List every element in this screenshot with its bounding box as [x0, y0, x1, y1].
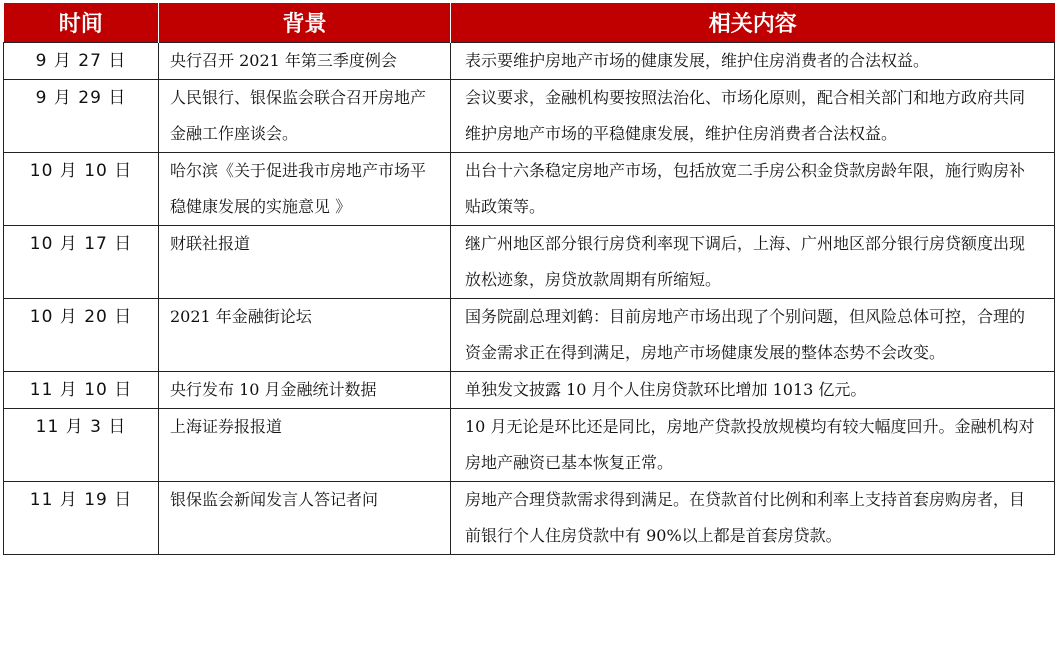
table-row — [4, 80, 1055, 153]
row-content: 10 月无论是环比还是同比，房地产贷款投放规模均有较大幅度回升。金融机构对房地产融资已基本恢复正常。 — [451, 409, 1055, 482]
table-row — [4, 299, 1055, 372]
row-background: 央行召开 2021 年第三季度例会 — [159, 43, 451, 80]
row-content: 单独发文披露 10 月个人住房贷款环比增加 1013 亿元。 — [451, 372, 1055, 409]
row-time: 10 月 17 日 — [4, 226, 159, 299]
row-time: 11 月 3 日 — [4, 409, 159, 482]
row-background: 哈尔滨《关于促进我市房地产市场平稳健康发展的实施意见 》 — [159, 153, 451, 226]
row-background: 2021 年金融街论坛 — [159, 299, 451, 372]
policy-timeline-table — [3, 3, 1055, 555]
row-time: 11 月 19 日 — [4, 482, 159, 555]
table-header-row — [4, 3, 1055, 43]
row-background: 人民银行、银保监会联合召开房地产金融工作座谈会。 — [159, 80, 451, 153]
table-row — [4, 43, 1055, 80]
row-background: 上海证券报报道 — [159, 409, 451, 482]
table-row — [4, 372, 1055, 409]
table-row — [4, 482, 1055, 555]
header-background: 背景 — [159, 3, 451, 43]
row-time: 11 月 10 日 — [4, 372, 159, 409]
row-content: 出台十六条稳定房地产市场，包括放宽二手房公积金贷款房龄年限，施行购房补贴政策等。 — [451, 153, 1055, 226]
header-time: 时间 — [4, 3, 159, 43]
row-content: 继广州地区部分银行房贷利率现下调后，上海、广州地区部分银行房贷额度出现放松迹象，房贷放款周期有所缩短。 — [451, 226, 1055, 299]
header-content: 相关内容 — [451, 3, 1055, 43]
row-time: 9 月 29 日 — [4, 80, 159, 153]
table-row — [4, 226, 1055, 299]
row-time: 9 月 27 日 — [4, 43, 159, 80]
row-background: 财联社报道 — [159, 226, 451, 299]
row-content: 房地产合理贷款需求得到满足。在贷款首付比例和利率上支持首套房购房者，目前银行个人住房贷款中有 90%以上都是首套房贷款。 — [451, 482, 1055, 555]
row-content: 表示要维护房地产市场的健康发展，维护住房消费者的合法权益。 — [451, 43, 1055, 80]
row-content: 国务院副总理刘鹤：目前房地产市场出现了个别问题，但风险总体可控，合理的资金需求正在得到满足，房地产市场健康发展的整体态势不会改变。 — [451, 299, 1055, 372]
row-background: 银保监会新闻发言人答记者问 — [159, 482, 451, 555]
table-row — [4, 409, 1055, 482]
row-time: 10 月 20 日 — [4, 299, 159, 372]
row-content: 会议要求，金融机构要按照法治化、市场化原则，配合相关部门和地方政府共同维护房地产市场的平稳健康发展，维护住房消费者合法权益。 — [451, 80, 1055, 153]
row-time: 10 月 10 日 — [4, 153, 159, 226]
row-background: 央行发布 10 月金融统计数据 — [159, 372, 451, 409]
table-row — [4, 153, 1055, 226]
